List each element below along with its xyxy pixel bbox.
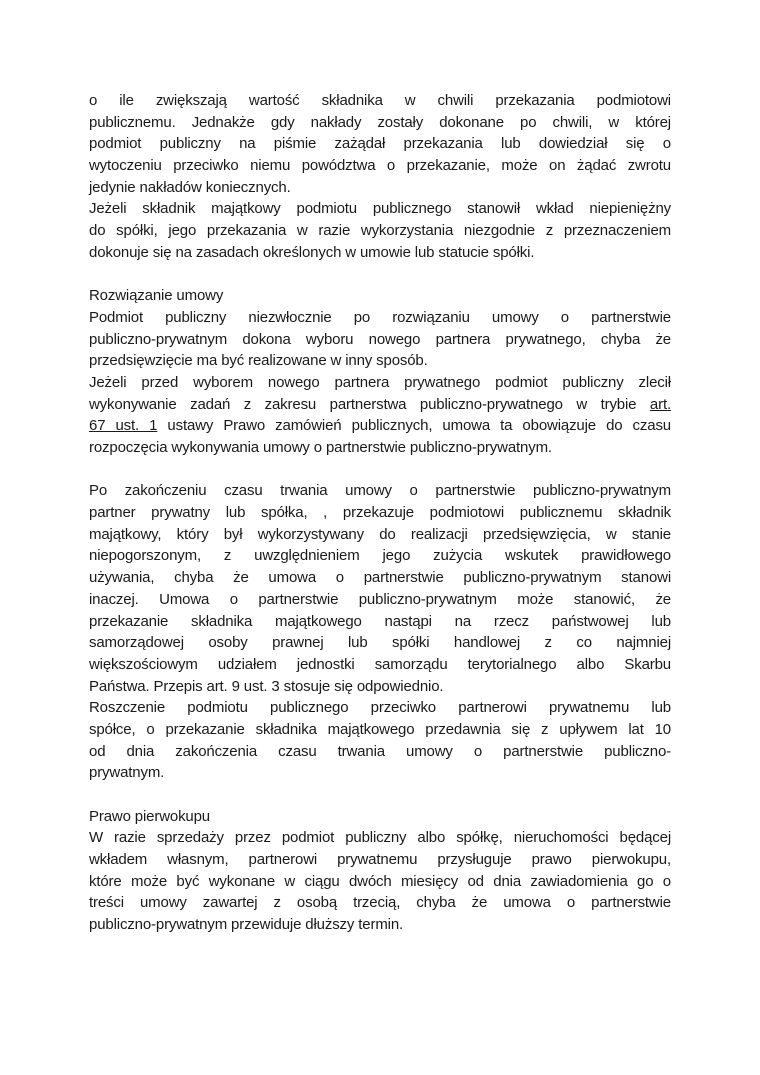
text-line: prywatnym. xyxy=(89,764,165,782)
blank-line xyxy=(89,459,671,481)
text-line: większościowym udziałem jednostki samorządu terytorialnego albo Skarbu xyxy=(89,655,671,673)
text-line: samorządowej osoby prawnej lub spółki handlowej z co najmniej xyxy=(89,634,671,652)
text-line: publicznemu. Jednakże gdy nakłady zostały dokonane po chwili, w której xyxy=(89,113,671,131)
text-line: używania, chyba że umowa o partnerstwie publiczno-prywatnym stanowi xyxy=(89,569,671,587)
section-heading xyxy=(89,806,671,828)
text-line: rozpoczęcia wykonywania umowy o partnerstwie publiczno-prywatnym. xyxy=(89,439,552,456)
text-line: inaczej. Umowa o partnerstwie publiczno-prywatnym może stanowić, że xyxy=(89,590,671,608)
text-line: majątkowy, który był wykorzystywany do realizacji przedsięwzięcia, w stanie xyxy=(89,525,671,543)
text-line: Podmiot publiczny niezwłocznie po rozwiązaniu umowy o partnerstwie xyxy=(89,308,671,326)
text-line: spółce, o przekazanie składnika majątkowego przedawnia się z upływem lat 10 xyxy=(89,720,671,738)
paragraph xyxy=(89,307,671,372)
law-reference-link[interactable]: 67 ust. 1 xyxy=(89,417,158,435)
text-line: od dnia zakończenia czasu trwania umowy o partnerstwie publiczno- xyxy=(89,742,671,760)
text-line: Jeżeli składnik majątkowy podmiotu publicznego stanowił wkład niepieniężny xyxy=(89,200,671,218)
paragraph xyxy=(89,480,671,697)
text-line: Jeżeli przed wyborem nowego partnera prywatnego podmiot publiczny zlecił xyxy=(89,373,671,391)
text-line: wytoczeniu przeciwko niemu powództwa o przekazanie, może on żądać zwrotu xyxy=(89,157,671,175)
text-line: do spółki, jego przekazania w razie wykorzystania niezgodnie z przeznaczeniem xyxy=(89,222,671,240)
paragraph xyxy=(89,198,671,263)
text-line: publiczno-prywatnym dokona wyboru nowego partnera prywatnego, chyba że xyxy=(89,330,671,348)
text-line: treści umowy zawartej z osobą trzecią, chyba że umowa o partnerstwie xyxy=(89,894,671,912)
text-line: które może być wykonane w ciągu dwóch miesięcy od dnia zawiadomienia go o xyxy=(89,872,671,890)
text-line: dokonuje się na zasadach określonych w umowie lub statucie spółki. xyxy=(89,243,535,261)
text-line: wkładem własnym, partnerowi prywatnemu przysługuje prawo pierwokupu, xyxy=(89,851,671,869)
text-segment: wykonywanie zadań z zakresu partnerstwa publiczno-prywatnego w trybie xyxy=(89,395,650,413)
text-line: o ile zwiększają wartość składnika w chwili przekazania podmiotowi xyxy=(89,92,671,109)
text-line: Państwa. Przepis art. 9 ust. 3 stosuje się odpowiednio. xyxy=(89,677,444,695)
paragraph xyxy=(89,372,671,459)
text-line: Prawo pierwokupu xyxy=(89,807,210,825)
text-line: Roszczenie podmiotu publicznego przeciwko partnerowi prywatnemu lub xyxy=(89,699,671,717)
blank-line xyxy=(89,264,671,286)
text-line: podmiot publiczny na piśmie zażądał przekazania lub dowiedział się o xyxy=(89,135,671,153)
section-heading xyxy=(89,285,671,307)
blank-line xyxy=(89,784,671,806)
law-reference-link[interactable]: art. xyxy=(649,395,671,413)
text-segment: ustawy Prawo zamówień publicznych, umowa ta obowiązuje do czasu xyxy=(157,417,671,435)
text-line: W razie sprzedaży przez podmiot publiczny albo spółkę, nieruchomości będącej xyxy=(89,829,671,847)
text-line: publiczno-prywatnym przewiduje dłuższy termin. xyxy=(89,916,404,934)
text-line: przekazanie składnika majątkowego nastąpi na rzecz państwowej lub xyxy=(89,612,671,630)
text-line: partner prywatny lub spółka, , przekazuje podmiotowi publicznemu składnik xyxy=(89,504,671,522)
text-line xyxy=(89,415,671,437)
paragraph xyxy=(89,697,671,784)
text-line: przedsięwzięcie ma być realizowane w inny sposób. xyxy=(89,352,428,370)
paragraph xyxy=(89,90,671,198)
text-line: Po zakończeniu czasu trwania umowy o partnerstwie publiczno-prywatnym xyxy=(89,482,671,500)
text-line xyxy=(89,394,671,416)
document-page xyxy=(89,90,671,936)
text-line: jedynie nakładów koniecznych. xyxy=(89,178,291,196)
paragraph xyxy=(89,827,671,935)
text-line: niepogorszonym, z uwzględnieniem jego zużycia wskutek prawidłowego xyxy=(89,547,671,565)
text-line: Rozwiązanie umowy xyxy=(89,287,224,305)
